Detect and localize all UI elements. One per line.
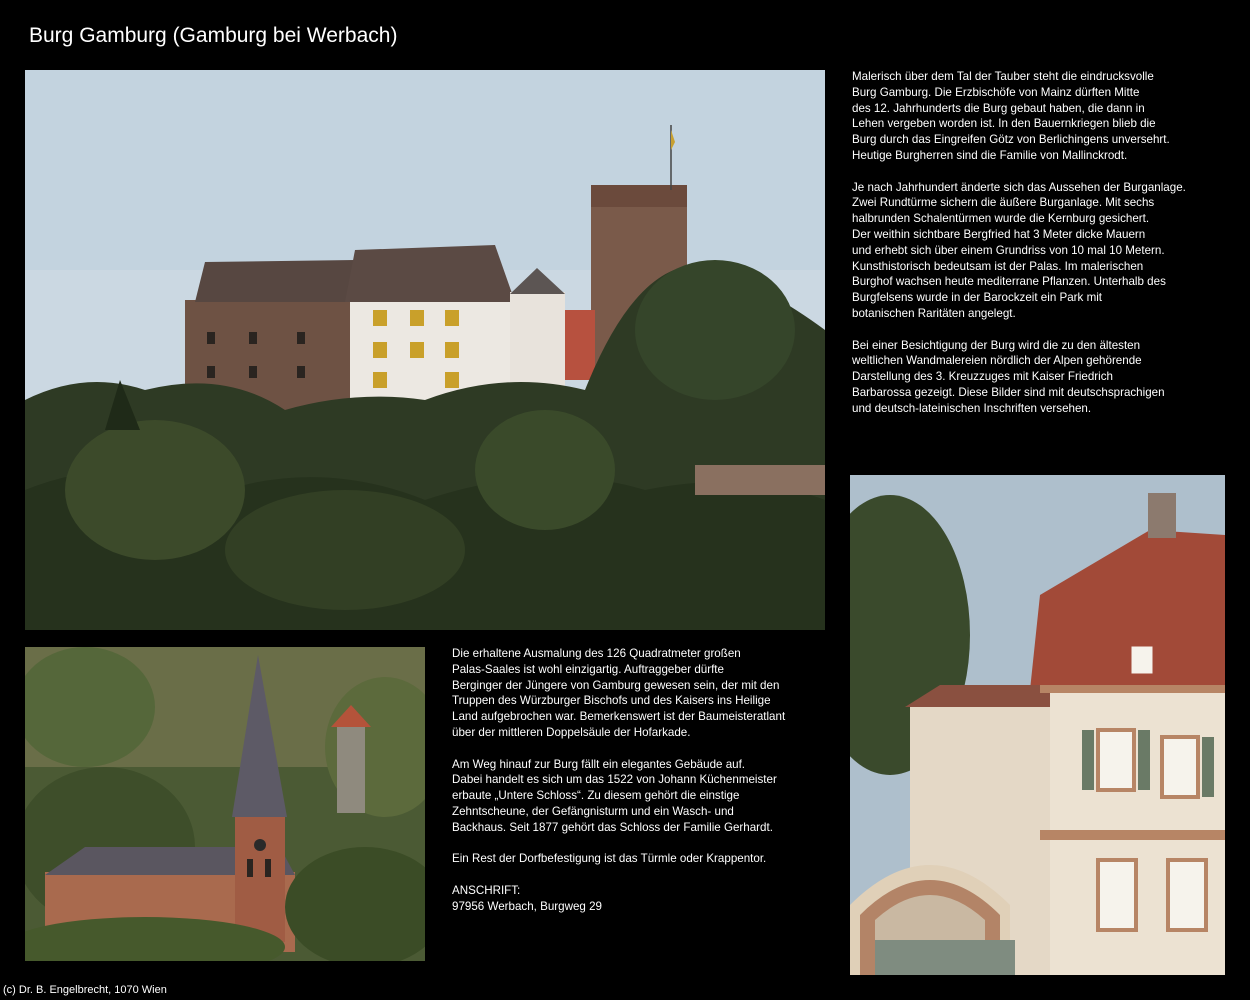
- paragraph-krappentor: Ein Rest der Dorfbefestigung ist das Türmle oder Krappentor.: [452, 852, 767, 866]
- page-title: Burg Gamburg (Gamburg bei Werbach): [29, 24, 398, 47]
- castle-photo: [25, 70, 825, 630]
- paragraph-address: ANSCHRIFT: 97956 Werbach, Burgweg 29: [452, 883, 602, 913]
- copyright-footer: (c) Dr. B. Engelbrecht, 1070 Wien: [3, 984, 167, 996]
- paragraph-architecture: Je nach Jahrhundert änderte sich das Aussehen der Burganlage. Zwei Rundtürme sichern die äußere Burganlage. Mit sechs halbrunden Schalentürmen wurde die Kernburg gesichert. Der weithin sichtbare Bergfried hat 3 Meter dicke Mauern und erhebt sich über einem Grundriss von 10 mal 10 Metern. Kunsthistorisch bedeutsam ist der Palas. Im malerischen Burghof wachsen heute mediterrane Pflanzen. Unterhalb des Burgfelsens wurde in der Barockzeit ein Park mit botanischen Raritäten angelegt.: [852, 180, 1186, 320]
- paragraph-history: Malerisch über dem Tal der Tauber steht die eindrucksvolle Burg Gamburg. Die Erzbischöfe von Mainz dürften Mitte des 12. Jahrhunderts die Burg gebaut haben, die dann in Lehen vergeben worden ist. In den Bauernkriegen blieb die Burg durch das Eingreifen Götz von Berlichingens unversehrt. Heutige Burgherren sind die Familie von Mallinckrodt.: [852, 70, 1170, 162]
- paragraph-palas: Die erhaltene Ausmalung des 126 Quadratmeter großen Palas-Saales ist wohl einzigartig. Auftraggeber dürfte Berginger der Jüngere von Gamburg gewesen sein, der mit den Truppen des Würzburger Bischofs und des Kaisers ins Heilige Land aufgebrochen war. Bemerkenswert ist der Baumeisteratlant über der mittleren Doppelsäule der Hofarkade.: [452, 647, 786, 739]
- description-middle: [452, 646, 832, 930]
- church-photo: [25, 647, 425, 961]
- description-right: [852, 69, 1224, 432]
- paragraph-unteres-schloss: Am Weg hinauf zur Burg fällt ein elegantes Gebäude auf. Dabei handelt es sich um das 1522 von Johann Küchenmeister erbaute „Untere Schloss“. Zu diesem gehört die einstige Zehntscheune, der Gefängnisturm und ein Wasch- und Backhaus. Seit 1877 gehört das Schloss der Familie Gerhardt.: [452, 757, 777, 834]
- schloss-photo: [850, 475, 1225, 975]
- paragraph-murals: Bei einer Besichtigung der Burg wird die zu den ältesten weltlichen Wandmalereien nördlich der Alpen gehörende Darstellung des 3. Kreuzzuges mit Kaiser Friedrich Barbarossa gezeigt. Diese Bilder sind mit deutschsprachigen und deutsch-lateinischen Inschriften versehen.: [852, 338, 1165, 415]
